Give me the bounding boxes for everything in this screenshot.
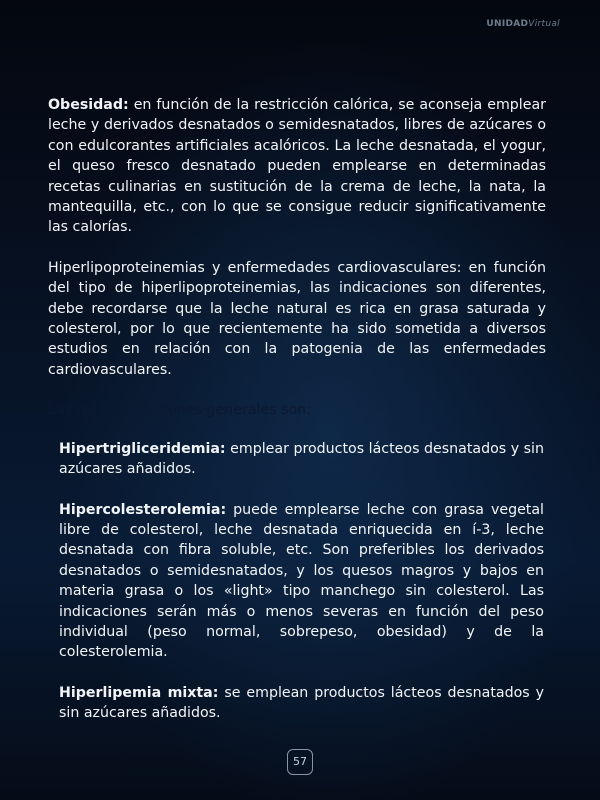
- list-item: [59, 500, 544, 663]
- term-hiperlipemia-mixta: Hiperlipemia mixta:: [59, 684, 219, 701]
- page-number: 57: [293, 755, 307, 768]
- recommendations-list: [59, 439, 544, 724]
- term-hipercolesterolemia: Hipercolesterolemia:: [59, 501, 227, 518]
- list-item: [59, 683, 544, 724]
- list-item: [59, 439, 544, 480]
- paragraph-obesidad-text: en función de la restricción calórica, se aconseja emplear leche y derivados desnatados o semidesnatados, libres de azúcares o con edulcorantes artificiales acalóricos. La leche desnatada, el yogur, el queso fresco desnatado pueden emplearse en determinadas recetas culinarias en sustitución de la crema de leche, la nata, la mantequilla, etc., con lo que se consigue reducir significativamente las calorías.: [48, 97, 546, 236]
- term-obesidad: Obesidad:: [48, 97, 129, 113]
- list-item-text: puede emplearse leche con grasa vegetal libre de colesterol, leche desnatada enriquecida en í-3, leche desnatada con fibra soluble, etc. Son preferibles los derivados desnatados o semidesnatados, y los quesos magros y bajos en materia grasa o los «light» tipo manchego sin colesterol. Las indicaciones serán más o menos severas en función del peso individual (peso normal, sobrepeso, obesidad) y de la colesterolemia.: [59, 501, 544, 661]
- document-body: [48, 95, 546, 744]
- page-number-badge: [287, 749, 313, 775]
- paragraph-hiperlipoproteinemias-text: Hiperlipoproteinemias y enfermedades cardiovasculares: en función del tipo de hiperlipoproteinemias, las indicaciones son diferentes, debe recordarse que la leche natural es rica en grasa saturada y colesterol, por lo que recientemente ha sido sometida a diversos estudios en relación con la patogenia de las enfermedades cardiovasculares.: [48, 259, 546, 378]
- paragraph-obesidad: [48, 95, 546, 238]
- brand-logo: [486, 19, 560, 29]
- brand-name-light: Virtual: [528, 19, 560, 29]
- paragraph-hiperlipoproteinemias: [48, 258, 546, 380]
- brand-name-bold: UNIDAD: [486, 19, 529, 29]
- list-item-text: emplear productos lácteos desnatados y sin azúcares añadidos.: [59, 440, 544, 478]
- list-item-text: se emplean productos lácteos desnatados y sin azúcares añadidos.: [59, 684, 544, 722]
- recommendations-intro: Las recomendaciones generales son:: [48, 402, 311, 419]
- term-hipertrigliceridemia: Hipertrigliceridemia:: [59, 440, 226, 457]
